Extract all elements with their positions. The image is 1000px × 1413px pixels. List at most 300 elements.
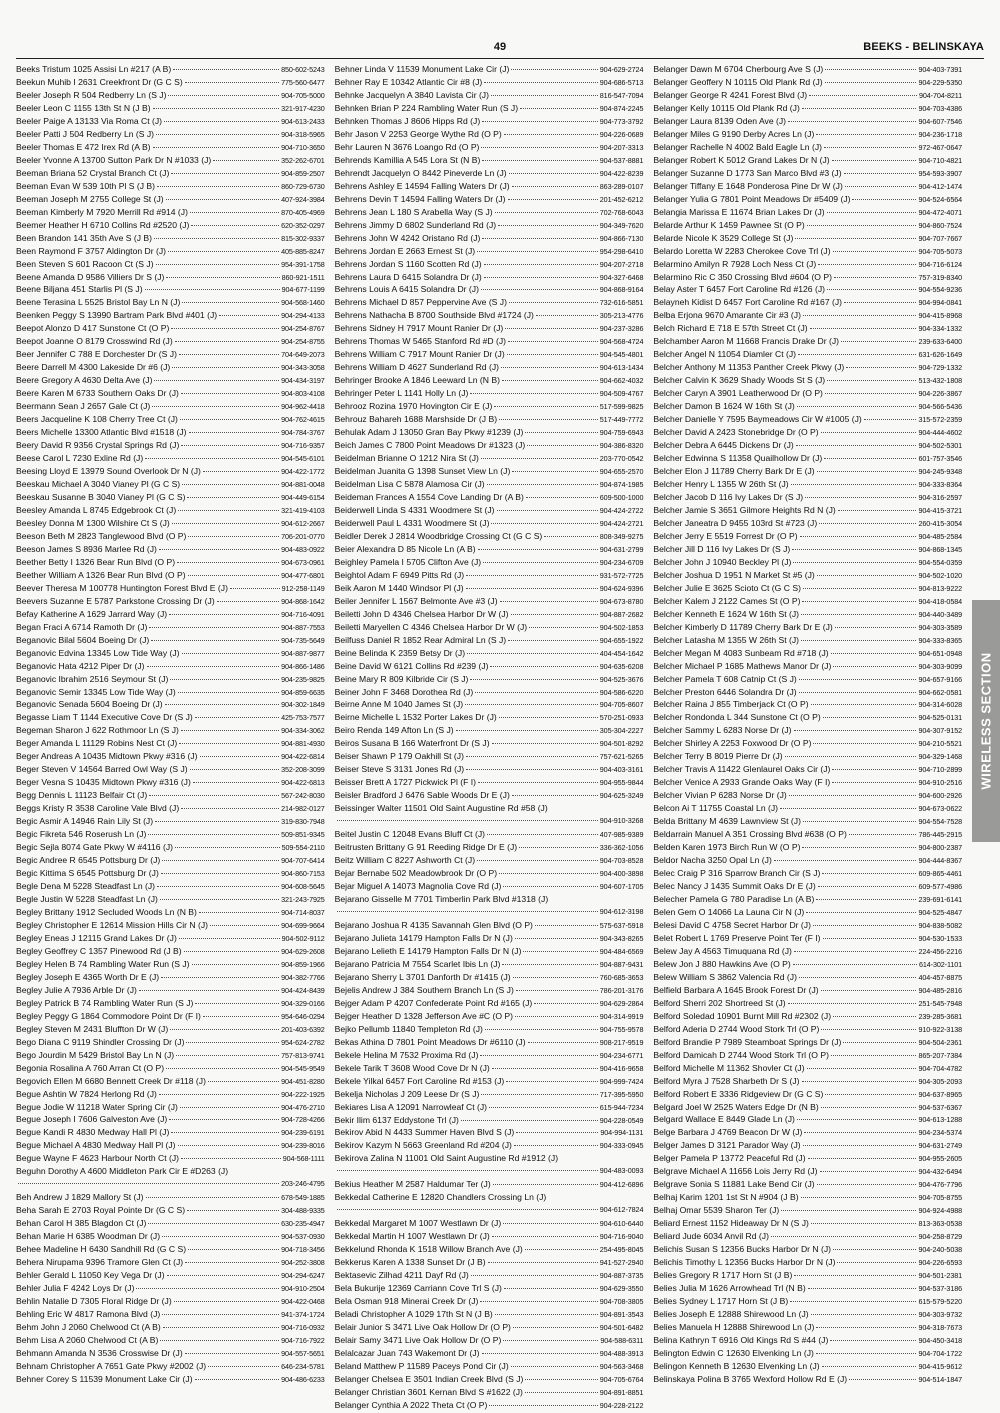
dot-leader bbox=[477, 860, 598, 861]
listing-name: Beeson Beth M 2823 Tanglewood Blvd (O P) bbox=[16, 530, 187, 541]
listing-name: Begic Kittima S 6545 Pottsburg Dr (J) bbox=[16, 868, 159, 879]
listing-name: Bejarano Lelieth E 14179 Hampton Falls Dr N (J) bbox=[334, 945, 522, 956]
dot-leader bbox=[136, 1288, 279, 1289]
dot-leader bbox=[157, 186, 279, 187]
listing-phone: 904-485-2584 bbox=[918, 531, 963, 541]
listing-phone: 904-444-8367 bbox=[918, 856, 963, 866]
listing-phone: 904-412-6896 bbox=[599, 1180, 644, 1190]
listing-phone: 904-773-3792 bbox=[599, 116, 644, 126]
listing-phone: 904-994-0841 bbox=[918, 298, 963, 308]
listing-phone: 904-228-0549 bbox=[599, 1115, 644, 1125]
dot-leader bbox=[18, 1183, 279, 1184]
listing-phone: 904-568-1460 bbox=[281, 298, 325, 308]
listing-entry bbox=[653, 711, 962, 724]
dot-leader bbox=[180, 1107, 279, 1108]
dot-leader bbox=[818, 886, 917, 887]
listing-entry bbox=[653, 115, 962, 128]
listing-name: Bejger Adam P 4207 Confederate Point Rd #165 (J) bbox=[334, 997, 533, 1008]
listing-entry bbox=[16, 76, 325, 89]
dot-leader bbox=[208, 1366, 279, 1367]
listing-name: Behrens Ashley E 14594 Falling Waters Dr (J) bbox=[334, 180, 510, 191]
listing-entry bbox=[335, 271, 644, 284]
dot-leader bbox=[146, 1197, 280, 1198]
dot-leader bbox=[513, 1327, 598, 1328]
listing-phone: 904-710-3650 bbox=[281, 142, 325, 152]
listing-name: Beiletti Maryellen C 4346 Chelsea Harbor Dr W (J) bbox=[334, 621, 528, 632]
dot-leader bbox=[187, 497, 279, 498]
listing-name: Belcher Preston 6446 Solandra Dr (J) bbox=[653, 686, 797, 697]
listing-name: Beeler Yvonne A 13700 Sutton Park Dr N #1033 (J) bbox=[16, 154, 212, 165]
listing-name: Beenken Peggy S 13990 Bartram Park Blvd #401 (J) bbox=[16, 310, 218, 321]
listing-entry bbox=[16, 1152, 325, 1165]
dot-leader bbox=[185, 82, 279, 83]
listing-entry bbox=[335, 945, 644, 958]
listing-phone: 904-613-2433 bbox=[281, 116, 325, 126]
listing-phone: 904-631-2749 bbox=[918, 1141, 963, 1151]
listing-phone: 904-673-0622 bbox=[918, 804, 963, 814]
listing-name: Bekirov Kazym N 5663 Greenland Rd #204 (J) bbox=[334, 1140, 512, 1151]
listing-name: Belcher Henry L 1355 W 26th St (J) bbox=[653, 479, 789, 489]
dot-leader bbox=[492, 1236, 598, 1237]
listing-phone: 904-537-8881 bbox=[599, 155, 644, 165]
listing-phone: 904-476-7796 bbox=[918, 1180, 963, 1190]
listing-entry bbox=[653, 193, 962, 206]
listing-phone: 904-524-6564 bbox=[918, 194, 963, 204]
listing-phone: 904-860-7524 bbox=[918, 220, 963, 230]
listing-phone: 904-400-3898 bbox=[599, 869, 644, 879]
listing-phone: 904-655-2570 bbox=[599, 467, 644, 477]
listing-entry bbox=[653, 1347, 962, 1360]
listing-phone: 904-705-5073 bbox=[918, 246, 963, 256]
listing-phone: 203-770-0542 bbox=[599, 454, 644, 464]
dot-leader bbox=[794, 951, 917, 952]
dot-leader bbox=[163, 1327, 279, 1328]
listing-phone: 904-449-6154 bbox=[281, 492, 325, 502]
listing-entry bbox=[335, 1269, 644, 1282]
listing-phone: 509-851-9345 bbox=[281, 830, 325, 840]
listing-name: Belcher Sammy L 6283 Norse Dr (J) bbox=[653, 725, 792, 736]
dot-leader bbox=[511, 69, 597, 70]
listing-entry bbox=[16, 387, 325, 400]
listing-phone: 904-881-0048 bbox=[281, 480, 325, 489]
dot-leader bbox=[785, 756, 917, 757]
dot-leader bbox=[806, 912, 916, 913]
listing-phone: 904-718-3456 bbox=[281, 1245, 325, 1255]
dot-leader bbox=[808, 1288, 917, 1289]
dot-leader bbox=[156, 264, 280, 265]
listing-entry bbox=[335, 517, 644, 530]
listing-phone: 904-483-0093 bbox=[599, 1166, 644, 1176]
dot-leader bbox=[534, 1003, 597, 1004]
listing-name: Behr Jason V 2253 George Wythe Rd (O P) bbox=[334, 128, 502, 139]
dot-leader bbox=[802, 1081, 917, 1082]
listing-entry bbox=[335, 1010, 644, 1023]
listing-name: Beisser Brett A 1727 Pickwick Pl (F I) bbox=[334, 777, 477, 788]
listing-phone: 904-434-3197 bbox=[281, 376, 325, 386]
listing-name: Belhaj Omar 5539 Sharon Ter (J) bbox=[653, 1205, 780, 1216]
listing-phone: 972-467-0647 bbox=[918, 142, 963, 152]
listing-phone: 904-450-3418 bbox=[918, 1335, 963, 1345]
listing-entry bbox=[653, 582, 962, 595]
listing-name: Begic Fikreta 546 Roserush Ln (J) bbox=[16, 829, 147, 840]
listing-name: Begic Sejla 8074 Gate Pkwy W #4116 (J) bbox=[16, 842, 173, 853]
dot-leader bbox=[164, 121, 279, 122]
dot-leader bbox=[148, 834, 279, 835]
dot-leader bbox=[825, 393, 917, 394]
dot-leader bbox=[178, 692, 279, 693]
listing-entry bbox=[653, 1113, 962, 1126]
listing-entry bbox=[16, 504, 325, 517]
listing-name: Belcher Michael P 1685 Mathews Manor Dr (J) bbox=[653, 660, 832, 671]
listing-entry bbox=[335, 387, 644, 400]
listing-entry bbox=[16, 711, 325, 724]
listing-name: Belec Craig P 316 Sparrow Branch Cir (S J) bbox=[653, 868, 821, 879]
dot-leader bbox=[193, 782, 279, 783]
dot-leader bbox=[159, 1094, 279, 1095]
dot-leader bbox=[195, 1003, 279, 1004]
listing-phone: 904-333-8364 bbox=[918, 480, 963, 489]
listing-entry bbox=[335, 880, 644, 893]
listing-entry bbox=[653, 1139, 962, 1152]
listing-phone: 620-352-0297 bbox=[281, 220, 325, 230]
listing-name: Behrens Thomas W 5465 Stanford Rd #D (J) bbox=[334, 336, 506, 347]
listing-phone: 904-329-0166 bbox=[281, 998, 325, 1008]
listing-entry bbox=[16, 763, 325, 776]
listing-phone: 706-201-0770 bbox=[281, 531, 325, 541]
listing-entry bbox=[653, 1243, 962, 1256]
listing-entry bbox=[335, 1347, 644, 1360]
dot-leader bbox=[500, 601, 598, 602]
dot-leader bbox=[816, 1353, 917, 1354]
listing-name: Belgrave Sonia S 11881 Lake Bend Cir (J) bbox=[653, 1179, 815, 1190]
listing-entry bbox=[16, 841, 325, 854]
dot-leader bbox=[797, 1119, 917, 1120]
listing-entry bbox=[653, 530, 962, 543]
listing-name: Bejelis Andrew J 384 Southern Branch Ln (S J) bbox=[334, 984, 514, 995]
listing-phone: 904-525-0131 bbox=[918, 713, 963, 723]
listing-name: Belcher Jacob D 116 Ivy Lakes Dr (S J) bbox=[653, 491, 804, 502]
listing-phone: 201-452-6212 bbox=[599, 194, 644, 204]
dot-leader bbox=[495, 1314, 598, 1315]
dot-leader bbox=[467, 653, 598, 654]
listing-name: Belba Erjona 9670 Amarante Cir #3 (J) bbox=[653, 310, 801, 321]
listing-entry bbox=[653, 296, 962, 309]
listing-entry bbox=[16, 309, 325, 322]
listing-entry bbox=[335, 893, 644, 919]
listing-phone: 315-572-2359 bbox=[918, 415, 963, 425]
listing-name: Belardo Loretta W 2283 Cherokee Cove Trl (J) bbox=[653, 245, 831, 256]
dot-leader bbox=[811, 704, 917, 705]
listing-name: Belcher Caryn A 3901 Leatherwood Dr (O P) bbox=[653, 388, 823, 399]
listing-name: Beery David R 9356 Crystal Springs Rd (J) bbox=[16, 440, 180, 451]
dot-leader bbox=[823, 938, 917, 939]
listing-phone: 904-234-6709 bbox=[599, 557, 644, 567]
listing-phone: 954-646-0294 bbox=[281, 1011, 325, 1021]
listing-entry bbox=[16, 439, 325, 452]
dot-leader bbox=[498, 225, 598, 226]
dot-leader bbox=[192, 964, 280, 965]
dot-leader bbox=[819, 523, 916, 524]
listing-name: Belgard Joel W 2525 Waters Edge Dr (N B) bbox=[653, 1101, 819, 1112]
listing-phone: 904-673-8780 bbox=[599, 596, 644, 606]
dot-leader bbox=[807, 1068, 917, 1069]
listing-phone: 304-488-9335 bbox=[281, 1206, 325, 1216]
listing-name: Belcher Calvin K 3629 Shady Woods St S (J) bbox=[653, 375, 826, 386]
listing-entry bbox=[16, 1217, 325, 1230]
listing-name: Beggs Kristy R 3538 Caroline Vale Blvd (J) bbox=[16, 803, 180, 814]
listing-entry bbox=[653, 452, 962, 465]
listing-name: Bejarano Joshua R 4135 Savannah Glen Blvd (O P) bbox=[334, 919, 533, 930]
listing-phone: 321-917-4230 bbox=[281, 103, 325, 113]
listing-phone: 904-502-5301 bbox=[918, 441, 963, 451]
listing-entry bbox=[653, 1321, 962, 1334]
listing-phone: 904-476-2710 bbox=[281, 1102, 325, 1112]
listing-name: Begg Dennis L 11123 Belfair Ct (J) bbox=[16, 790, 148, 801]
listing-phone: 305-213-4776 bbox=[599, 311, 644, 321]
listing-name: Begley Joseph E 4365 Worth Dr E (J) bbox=[16, 971, 160, 982]
listing-entry bbox=[653, 880, 962, 893]
listing-entry bbox=[335, 102, 644, 115]
listing-phone: 260-415-3054 bbox=[918, 518, 963, 528]
listing-phone: 904-699-9664 bbox=[281, 920, 325, 930]
dot-leader bbox=[780, 808, 916, 809]
listing-entry bbox=[335, 1178, 644, 1191]
listing-name: Belies Sydney L 1717 Horn St (J B) bbox=[653, 1296, 789, 1307]
dot-leader bbox=[189, 432, 280, 433]
listing-name: Belangia Marissa E 11674 Brian Lakes Dr (J) bbox=[653, 206, 825, 217]
listing-entry bbox=[335, 595, 644, 608]
listing-entry bbox=[335, 439, 644, 452]
listing-name: Begley Eneas J 12115 Grand Lakes Dr (J) bbox=[16, 932, 177, 943]
listing-entry bbox=[653, 945, 962, 958]
listing-name: Beiderwell Paul L 4331 Woodmere St (J) bbox=[334, 517, 490, 528]
listing-entry bbox=[16, 283, 325, 296]
dot-leader bbox=[174, 1301, 279, 1302]
listing-entry bbox=[16, 89, 325, 102]
listing-phone: 786-445-2915 bbox=[918, 830, 963, 840]
listing-name: Behan Marie H 6385 Woodman Dr (J) bbox=[16, 1231, 161, 1242]
dot-leader bbox=[494, 406, 597, 407]
listing-phone: 425-753-7577 bbox=[281, 713, 325, 723]
listing-name: Behrens Laura D 6415 Solandra Dr (J) bbox=[334, 271, 482, 282]
dot-leader bbox=[834, 277, 916, 278]
listing-entry bbox=[335, 400, 644, 413]
listing-name: Belay Aster T 6457 Fort Caroline Rd #126 (J) bbox=[653, 284, 825, 295]
listing-phone: 904-501-6482 bbox=[599, 1323, 644, 1333]
dot-leader bbox=[824, 458, 916, 459]
listing-entry bbox=[653, 1256, 962, 1269]
listing-name: Beekun Muhib I 2631 Creekfront Dr (G C S) bbox=[16, 76, 183, 87]
listing-phone: 904-624-9396 bbox=[599, 583, 644, 593]
listing-phone: 904-422-0468 bbox=[281, 1297, 325, 1307]
dot-leader bbox=[807, 225, 917, 226]
listing-phone: 904-910-3268 bbox=[599, 816, 644, 826]
listing-phone: 850-602-5243 bbox=[281, 65, 325, 74]
listing-entry bbox=[335, 491, 644, 504]
listing-entry bbox=[653, 439, 962, 452]
listing-name: Beers Jacqueline K 108 Cherry Tree Ct (J) bbox=[16, 414, 178, 425]
listing-name: Beier Alexandra D 85 Nicole Ln (A B) bbox=[334, 543, 476, 554]
listing-name: Beermann Sean J 2657 Gale Ct (J) bbox=[16, 401, 151, 412]
listing-entry bbox=[653, 283, 962, 296]
listing-name: Belcher Danielle Y 7595 Baymeadows Cir W #1005 (J) bbox=[653, 414, 862, 425]
dot-leader bbox=[535, 925, 598, 926]
listing-entry bbox=[653, 841, 962, 854]
listing-phone: 931-572-7725 bbox=[599, 570, 644, 580]
listing-phone: 904-859-6635 bbox=[281, 687, 325, 697]
listing-phone: 904-444-4602 bbox=[918, 428, 963, 438]
listing-phone: 904-728-4266 bbox=[281, 1115, 325, 1125]
listing-name: Behner Ray E 10342 Atlantic Cir #8 (J) bbox=[334, 76, 483, 87]
listing-phone: 904-525-3676 bbox=[599, 674, 644, 684]
listing-name: Belcher Julie E 3625 Scioto Ct (G C S) bbox=[653, 582, 801, 593]
listing-phone: 904-424-2721 bbox=[599, 518, 644, 528]
dot-leader bbox=[833, 1016, 916, 1017]
listing-phone: 904-686-5713 bbox=[599, 77, 644, 87]
dot-leader bbox=[139, 990, 279, 991]
listing-phone: 336-362-1056 bbox=[599, 843, 644, 853]
listing-entry bbox=[653, 932, 962, 945]
listing-entry bbox=[16, 452, 325, 465]
listing-phone: 904-554-9236 bbox=[918, 285, 963, 295]
dot-leader bbox=[181, 393, 279, 394]
dot-leader bbox=[864, 419, 917, 420]
listing-phone: 904-412-1474 bbox=[918, 181, 963, 191]
dot-leader bbox=[161, 977, 279, 978]
dot-leader bbox=[155, 821, 279, 822]
listing-name: Began Fraci A 6714 Ramoth Dr (J) bbox=[16, 621, 148, 632]
listing-name: Beeman Evan W 539 10th Pl S (J B) bbox=[16, 180, 155, 191]
listing-phone: 904-343-8265 bbox=[599, 933, 644, 943]
listing-phone: 203-246-4795 bbox=[281, 1179, 325, 1189]
dot-leader bbox=[171, 1132, 279, 1133]
listing-name: Beganovic Bilal 5604 Boeing Dr (J) bbox=[16, 634, 150, 645]
listing-phone: 904-607-7546 bbox=[918, 116, 963, 126]
listing-entry bbox=[653, 543, 962, 556]
dot-leader bbox=[802, 601, 916, 602]
listing-phone: 904-887-7553 bbox=[281, 622, 325, 632]
listing-entry bbox=[16, 1191, 325, 1204]
listing-name: Beideman Frances A 1554 Cove Landing Dr (A B) bbox=[334, 491, 524, 502]
listing-entry bbox=[16, 595, 325, 608]
dot-leader bbox=[504, 134, 598, 135]
listing-phone: 904-955-2605 bbox=[918, 1154, 963, 1164]
listing-phone: 904-566-5436 bbox=[918, 402, 963, 412]
listing-phone: 904-703-4386 bbox=[918, 103, 963, 113]
dot-leader bbox=[465, 704, 598, 705]
listing-phone: 904-226-6593 bbox=[918, 1258, 963, 1268]
listing-phone: 904-635-6208 bbox=[599, 661, 644, 671]
listing-name: Belanger Christian 3601 Kernan Blvd S #1622 (J) bbox=[334, 1386, 523, 1397]
listing-name: Belew William S 3862 Valencia Rd (J) bbox=[653, 971, 797, 982]
listing-entry bbox=[16, 258, 325, 271]
listing-entry bbox=[335, 348, 644, 361]
dot-leader bbox=[803, 821, 917, 822]
listing-name: Beeskau Susanne B 3040 Vianey Pl (G C S) bbox=[16, 491, 186, 502]
listing-entry bbox=[16, 958, 325, 971]
dot-leader bbox=[523, 951, 597, 952]
listing-phone: 615-579-5220 bbox=[918, 1297, 963, 1307]
dot-leader bbox=[810, 328, 917, 329]
dot-leader bbox=[833, 666, 916, 667]
dot-leader bbox=[846, 367, 916, 368]
listing-column-2 bbox=[334, 63, 644, 1410]
listing-phone: 904-568-1111 bbox=[282, 1154, 325, 1164]
listing-entry bbox=[16, 245, 325, 258]
listing-name: Belingon Kenneth B 12630 Elvenking Ln (J) bbox=[653, 1360, 820, 1371]
dot-leader bbox=[503, 1223, 598, 1224]
listing-phone: 941-374-1724 bbox=[281, 1310, 325, 1320]
listing-name: Beidelman Lisa C 5878 Alamosa Cir (J) bbox=[334, 479, 485, 489]
listing-entry bbox=[335, 115, 644, 128]
listing-phone: 904-422-8239 bbox=[599, 168, 644, 178]
listing-name: Belcher John J 10940 Beckley Pl (J) bbox=[653, 556, 792, 567]
dot-leader bbox=[466, 575, 598, 576]
listing-entry bbox=[653, 1101, 962, 1114]
dot-leader bbox=[175, 341, 279, 342]
listing-name: Belanger Suzanne D 1773 San Marco Blvd #3 (J) bbox=[653, 167, 842, 178]
listing-entry bbox=[335, 1126, 644, 1139]
listing-entry bbox=[653, 1010, 962, 1023]
listing-name: Belger Pamela P 13772 Peaceful Rd (J) bbox=[653, 1153, 806, 1164]
listing-name: Behrens John W 4242 Oristano Rd (J) bbox=[334, 232, 481, 243]
dot-leader bbox=[794, 730, 917, 731]
listing-phone: 904-514-1847 bbox=[918, 1374, 963, 1384]
listing-phone: 904-704-1722 bbox=[918, 1348, 963, 1358]
listing-name: Behler Gerald L 11050 Key Vega Dr (J) bbox=[16, 1270, 165, 1281]
listing-name: Begue Ashtin W 7824 Herlong Rd (J) bbox=[16, 1088, 157, 1099]
dot-leader bbox=[481, 1094, 597, 1095]
listing-phone: 860-921-1511 bbox=[281, 272, 325, 282]
dot-leader bbox=[188, 536, 279, 537]
dot-leader bbox=[166, 199, 280, 200]
dot-leader bbox=[528, 1042, 598, 1043]
listing-phone: 904-704-4782 bbox=[918, 1063, 963, 1073]
listing-entry bbox=[16, 180, 325, 193]
listing-phone: 815-302-9337 bbox=[281, 233, 325, 243]
listing-name: Belanger Dawn M 6704 Cherbourg Ave S (J) bbox=[653, 64, 824, 74]
listing-entry bbox=[16, 206, 325, 219]
listing-name: Beland Matthew P 11589 Paceys Pond Cir (J) bbox=[334, 1360, 509, 1371]
listing-phone: 904-629-2608 bbox=[281, 946, 325, 956]
listing-phone: 786-201-3176 bbox=[599, 985, 644, 995]
listing-phone: 954-593-3907 bbox=[918, 168, 963, 178]
listing-entry bbox=[16, 1023, 325, 1036]
listing-entry bbox=[653, 309, 962, 322]
listing-entry bbox=[335, 504, 644, 517]
dot-leader bbox=[185, 1262, 279, 1263]
listing-entry bbox=[16, 1036, 325, 1049]
listing-entry bbox=[335, 660, 644, 673]
listing-phone: 405-885-8247 bbox=[281, 246, 325, 256]
dot-leader bbox=[213, 160, 279, 161]
listing-entry bbox=[335, 711, 644, 724]
dot-leader bbox=[514, 1145, 598, 1146]
listing-name: Belgrave Michael A 11656 Lois Jerry Rd (J) bbox=[653, 1166, 818, 1177]
listing-entry bbox=[335, 919, 644, 932]
listing-phone: 904-303-9732 bbox=[918, 1310, 963, 1319]
dot-leader bbox=[515, 1016, 598, 1017]
listing-phone: 808-349-9275 bbox=[599, 531, 644, 541]
listing-entry bbox=[653, 271, 962, 284]
listing-phone: 904-422-1772 bbox=[281, 467, 325, 477]
listing-phone: 904-600-2926 bbox=[918, 791, 963, 801]
listing-name: Begic Asmir A 14946 Rain Lily St (J) bbox=[16, 816, 154, 827]
listing-name: Beha Sarah E 2703 Royal Pointe Dr (G C S) bbox=[16, 1205, 186, 1216]
listing-entry bbox=[16, 789, 325, 802]
listing-name: Beirne Michelle L 1532 Porter Lakes Dr (J) bbox=[334, 712, 497, 723]
listing-name: Belanger Rachelle N 4002 Bald Eagle Ln (J) bbox=[653, 141, 822, 152]
